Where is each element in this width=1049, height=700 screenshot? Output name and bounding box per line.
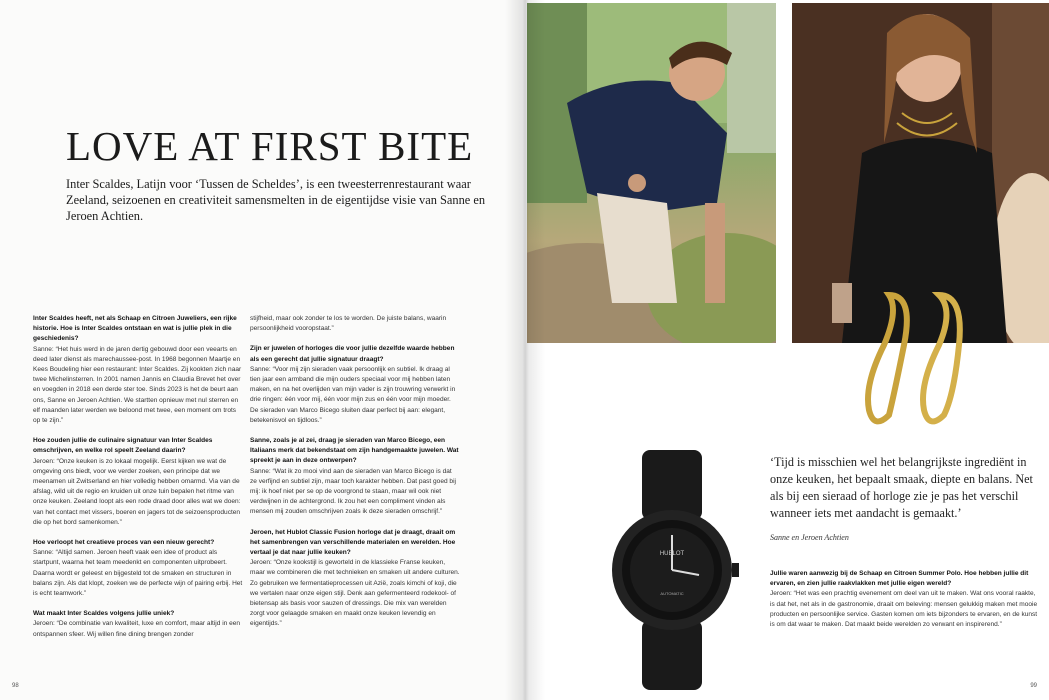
page-number-right: 99 [1030,683,1037,689]
question: Hoe verloopt het creatieve proces van een nieuw gerecht? [33,539,215,547]
qa-block [33,436,243,528]
right-page [524,0,1049,700]
qa-block [250,436,460,518]
pull-quote: ‘Tijd is misschien wel het belangrijkste ingrediënt in onze keuken, het bepaalt smaak, diepte en balans. Net als bij een sieraad of horloge zie je pas het verschil wanneer iets met aandacht is gemaakt.’ [770,455,1033,520]
article-intro: Inter Scaldes, Latijn voor ‘Tussen de Scheldes’, is een tweesterrenrestaurant waar Zeeland, seizoenen en creativiteit samensmelten in de eigentijdse visie van Sanne en Jeroen Achtien. [66,177,486,223]
qa-block [33,314,243,426]
article-title: LOVE AT FIRST BITE [66,123,474,169]
question: Wat maakt Inter Scaldes volgens jullie uniek? [33,610,175,618]
qa-block [250,344,460,426]
chef-illustration [527,3,776,343]
question: Hoe zouden jullie de culinaire signatuur van Inter Scaldes omschrijven, en welke rol speelt Zeeland daarin? [33,437,213,455]
question: Inter Scaldes heeft, net als Schaap en Citroen Juweliers, een rijke historie. Hoe is Inter Scaldes ontstaan en wat is jullie plek in die geschiedenis? [33,315,237,343]
left-column-1 [33,314,243,650]
answer: Jeroen: “De combinatie van kwaliteit, luxe en comfort, maar altijd in een ontspannen sfeer. Wij willen fine dining brengen zonder [33,620,241,638]
question: Jullie waren aanwezig bij de Schaap en Citroen Summer Polo. Hoe hebben jullie dit ervaren, en zien jullie raakvlakken met jullie eigen wereld? [770,570,1029,588]
watch-brand: HUBLOT [659,551,685,557]
qa-block [250,528,460,630]
question: Zijn er juwelen of horloges die voor jullie dezelfde waarde hebben als een gerecht dat jullie signatuur draagt? [250,345,455,363]
qa-block [250,314,460,334]
quote-author: Sanne en Jeroen Achtien [770,533,849,542]
question: Jeroen, het Hublot Classic Fusion horloge dat je draagt, draait om het samenbrengen van verschillende materialen en werelden. Hoe vertaal je dat naar jullie keuken? [250,528,456,557]
gold-earrings-image [859,285,979,435]
qa-block [33,538,243,599]
hublot-watch-image [604,450,739,690]
question: Sanne, zoals je al zei, draag je sieraden van Marco Bicego, een Italiaans merk dat bekendstaat om zijn handgemaakte juwelen. Wat spreekt je aan in deze ontwerpen? [250,437,459,465]
page-number-left: 98 [12,683,19,689]
qa-block [770,569,1040,630]
answer: Sanne: “Het huis werd in de jaren dertig gebouwd door een veearts en deed later dienst als marechaussee-post. In 1968 begonnen Maartje en Kees Boudeling hier een restaurant: Inter Scaldes. Zij kookten zich naar twee Michelinsterren. In 2001 namen Jannis en Claudia Brevet het over en voegden in 2018 een derde ster toe. Sinds 2023 is het de beurt aan ons, Sanne en Jeroen Achtien. We startten opnieuw met nul sterren en elf maanden later werden we beloond met twee, een moment om trots op te zijn.” [33,345,242,425]
chef-photo [527,3,776,343]
right-column [770,569,1040,630]
answer: Jeroen: “Onze kookstijl is geworteld in de klassieke Franse keuken, maar we combineren die met technieken en smaken uit andere culturen. Zo gebruiken we fermentatieprocessen uit Azië, zoals kimchi of koji, die we vertalen naar onze eigen stijl. Denk aan gefermenteerd rodekool- of bietensap als basis voor sauzen of dressings. Die mix van werelden zorgt voor gelaagde smaken en maakt onze keuken levendig en eigentijds.” [250,559,460,628]
answer: Sanne: “Wat ik zo mooi vind aan de sieraden van Marco Bicego is dat ze verfijnd en subtiel zijn, maar toch karakter hebben. Dat past goed bij mij: ik hoef niet per se op de voorgrond te staan, maar wil ook niet verdwijnen in de achtergrond. Ik zou het een compliment vinden als mensen mij zouden omschrijven zoals ik deze sieraden omschrijf.” [250,467,456,516]
left-column-2 [250,314,460,640]
answer: Sanne: “Voor mij zijn sieraden vaak persoonlijk en subtiel. Ik draag al tien jaar een armband die mijn ouders speciaal voor mij hebben laten maken, en na het overlijden van mijn vader is zijn trouwring verwerkt in drie ringen: één voor mij, één voor mijn zus en één voor mijn moeder. De sieraden van Marco Bicego sluiten daar perfect bij aan: elegant, betekenisvol en tijdloos.” [250,365,456,424]
left-page [0,0,524,700]
watch-sub: AUTOMATIC [660,591,684,596]
answer: stijfheid, maar ook zonder te los te worden. De juiste balans, waarin persoonlijkheid vooropstaat.” [250,315,447,333]
answer: Jeroen: “Onze keuken is zo lokaal mogelijk. Eerst kijken we wat de omgeving ons biedt, voor we verder zoeken, een principe dat we meenamen uit Zwitserland en hier volledig hebben omarmd. Via van de afslag, wild uit de regio en kruiden uit onze tuin bepalen het ritme van onze keuken. Zeeland loopt als een rode draad door alles wat we doen: van het contact met vissers, boeren en jagers tot de seizoensproducten die op het bord samenkomen.” [33,457,241,526]
answer: Sanne: “Altijd samen. Jeroen heeft vaak een idee of product als startpunt, waarna het team meedenkt en componenten uitprobeert. Daarna wordt er geleest en bijgesteld tot de smaken en structuren in balans zijn. Als dat klopt, zoeken we de perfecte wijn of pairing erbij. Het is echt teamwork.” [33,549,243,598]
qa-block [33,609,243,640]
answer: Jeroen: “Het was een prachtig evenement om deel van uit te maken. Wat ons vooral raakte, is dat het, net als in de gastronomie, draait om beleving: mensen gelukkig maken met mooie producten en persoonlijke service. Gasten komen om iets bijzonders te ervaren, en de kunst is om dat waar te maken. Dat maakt beide werelden zo verwant en inspirerend.” [770,590,1038,629]
